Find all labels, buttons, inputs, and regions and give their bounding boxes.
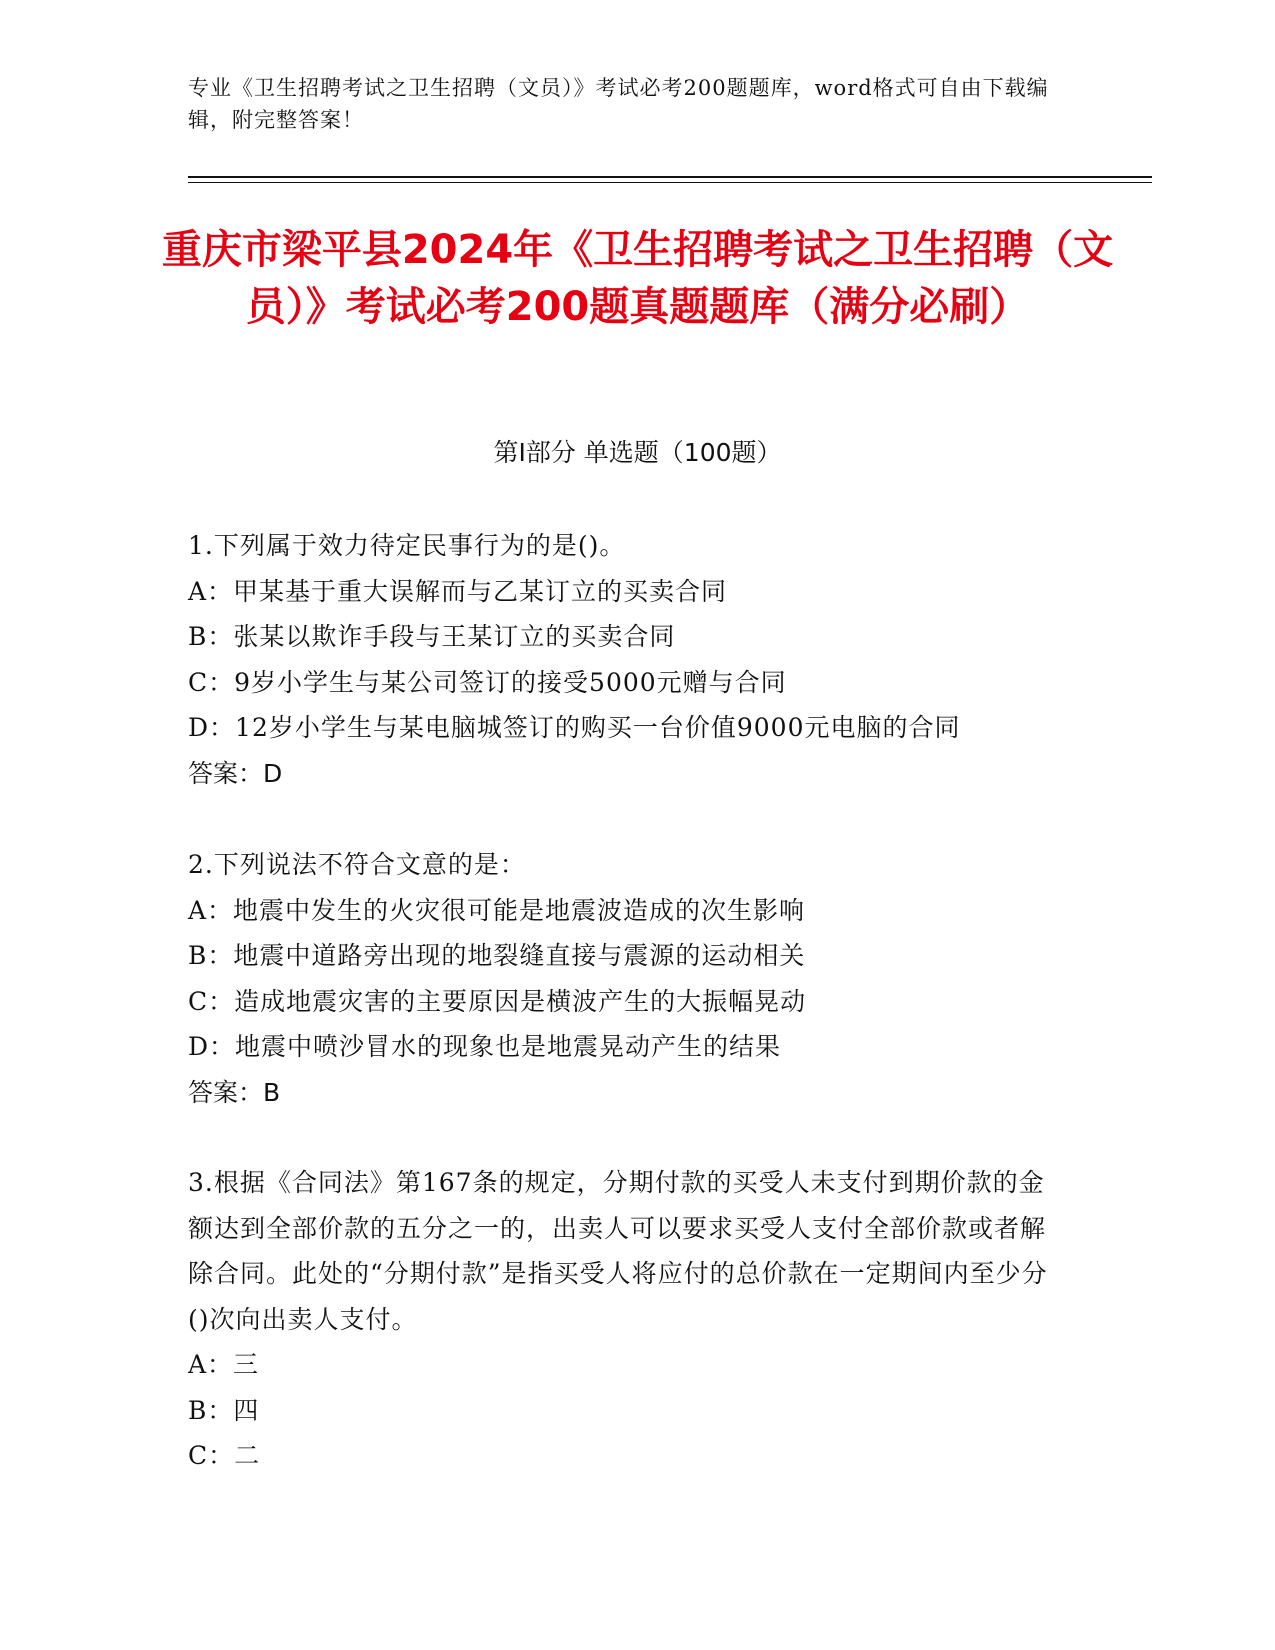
answer: 答案：D — [188, 758, 283, 788]
option-c: C：二 — [188, 1441, 261, 1470]
option-b: B：四 — [188, 1395, 260, 1425]
option-c: C：9岁小学生与某公司签订的接受5000元赠与合同 — [188, 667, 787, 697]
option-a: A：地震中发生的火灾很可能是地震波造成的次生影响 — [188, 895, 806, 925]
option-c: C：造成地震灾害的主要原因是横波产生的大振幅晃动 — [188, 986, 807, 1016]
option-d: D：12岁小学生与某电脑城签订的购买一台价值9000元电脑的合同 — [188, 713, 961, 742]
option-b: B：张某以欺诈手段与王某订立的买卖合同 — [188, 622, 676, 651]
question-text: 3.根据《合同法》第167条的规定，分期付款的买受人未支付到期价款的金额达到全部价款的五分之一的，出卖人可以要求买受人支付全部价款或者解除合同。此处的“分期付款”是指买受人将应付的总价款在一定期间内至少分()次向出卖人支付。 — [188, 1168, 1048, 1334]
document-title: 重庆市梁平县2024年《卫生招聘考试之卫生招聘（文员）》考试必考200题真题题库（满分必刷） — [161, 227, 1114, 330]
question-2 — [188, 842, 1068, 1115]
option-a: A：三 — [188, 1350, 260, 1379]
question-text: 1.下列属于效力待定民事行为的是()。 — [188, 531, 626, 560]
option-d: D：地震中喷沙冒水的现象也是地震晃动产生的结果 — [188, 1032, 782, 1061]
header-divider — [188, 176, 1152, 178]
question-text: 2.下列说法不符合文意的是： — [188, 850, 526, 879]
option-a: A：甲某基于重大误解而与乙某订立的买卖合同 — [188, 576, 728, 606]
header-divider-thin — [188, 182, 1152, 183]
answer: 答案：B — [188, 1077, 281, 1107]
question-1 — [188, 523, 1068, 796]
section-heading: 第I部分 单选题（100题） — [493, 438, 782, 467]
option-b: B：地震中道路旁出现的地裂缝直接与震源的运动相关 — [188, 941, 806, 970]
question-3 — [188, 1160, 1068, 1479]
document-header-note: 专业《卫生招聘考试之卫生招聘（文员）》考试必考200题题库，word格式可自由下载编辑，附完整答案！ — [188, 76, 1049, 132]
